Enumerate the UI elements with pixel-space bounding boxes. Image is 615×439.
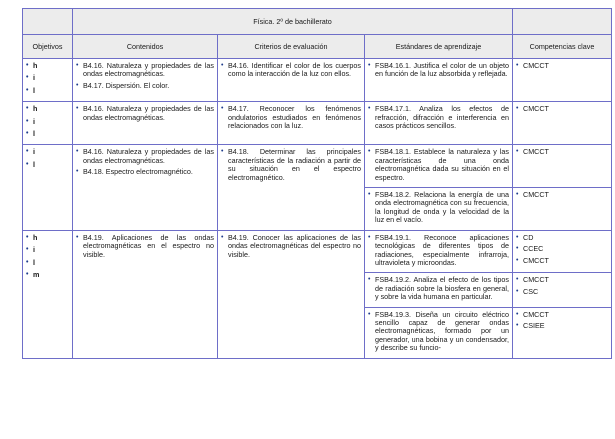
contenido-item-list [76, 62, 214, 90]
estandar-cell [365, 230, 513, 273]
contenidos-cell [73, 102, 218, 145]
criterio-item: • B4.17. Reconocer los fenómenos ondulatorios estudiados en fenómenos relacionados con la luz. [221, 105, 361, 130]
criterio-cell [218, 59, 365, 102]
competencia-item: • CSIEE [516, 322, 608, 330]
table-row [23, 102, 612, 145]
competencia-item: • CMCCT [516, 191, 608, 199]
curriculum-table [22, 8, 612, 359]
objetivo-item: • i [26, 74, 69, 82]
competencia-item-list [516, 234, 608, 265]
objetivo-item-list [26, 62, 69, 95]
table-row [23, 59, 612, 102]
criterio-item: • B4.19. Conocer las aplicaciones de las ondas electromagnéticas del espectro no visible. [221, 234, 361, 259]
header-objetivos: Objetivos [23, 35, 73, 59]
estandar-cell [365, 102, 513, 145]
title-blank-cell [23, 9, 73, 35]
competencia-item-list [516, 276, 608, 296]
estandar-list [368, 234, 509, 268]
objetivo-item: • l [26, 259, 69, 267]
estandar-cell [365, 59, 513, 102]
objetivos-cell [23, 102, 73, 145]
estandar-list [368, 62, 509, 79]
objetivo-item: • h [26, 62, 69, 70]
competencia-item: • CD [516, 234, 608, 242]
objetivo-item-list [26, 234, 69, 280]
contenido-item: • B4.17. Dispersión. El color. [76, 82, 214, 90]
contenido-item-list [76, 234, 214, 259]
competencia-item: • CMCCT [516, 257, 608, 265]
criterio-cell [218, 102, 365, 145]
objetivos-cell [23, 59, 73, 102]
contenido-item: • B4.16. Naturaleza y propiedades de las ondas electromagnéticas. [76, 62, 214, 79]
criterio-item-list [221, 62, 361, 79]
objetivos-cell [23, 230, 73, 358]
competencias-cell [513, 230, 612, 273]
contenidos-cell [73, 230, 218, 358]
competencia-item: • CMCCT [516, 311, 608, 319]
title-blank-cell [513, 9, 612, 35]
table-row [23, 145, 612, 188]
criterio-item: • B4.18. Determinar las principales características de la radiación a partir de su situación en el espectro electromagnético. [221, 148, 361, 182]
criterio-item: • B4.16. Identificar el color de los cuerpos como la interacción de la luz con ellos. [221, 62, 361, 79]
estandar-item: • FSB4.19.3. Diseña un circuito eléctrico sencillo capaz de generar ondas electromagnéticas, formado por un generador, una bobina y un condensador, y describe su funcio- [368, 311, 509, 353]
estandar-cell [365, 188, 513, 231]
table-row [23, 230, 612, 273]
contenido-item-list [76, 148, 214, 176]
contenidos-cell [73, 145, 218, 230]
estandar-cell [365, 307, 513, 358]
contenido-item: • B4.18. Espectro electromagnético. [76, 168, 214, 176]
competencia-item-list [516, 62, 608, 70]
estandar-list [368, 311, 509, 353]
competencia-item: • CCEC [516, 245, 608, 253]
estandar-list [368, 276, 509, 301]
objetivo-item: • l [26, 130, 69, 138]
objetivo-item: • i [26, 246, 69, 254]
estandar-cell [365, 273, 513, 307]
estandar-cell [365, 145, 513, 188]
table-title: Física. 2º de bachillerato [73, 9, 513, 35]
contenido-item: • B4.16. Naturaleza y propiedades de las ondas electromagnéticas. [76, 105, 214, 122]
header-contenidos: Contenidos [73, 35, 218, 59]
estandar-list [368, 105, 509, 130]
criterio-item-list [221, 105, 361, 130]
competencia-item: • CMCCT [516, 62, 608, 70]
objetivo-item-list [26, 105, 69, 138]
competencia-item: • CMCCT [516, 105, 608, 113]
objetivos-cell [23, 145, 73, 230]
criterio-cell [218, 145, 365, 230]
objetivo-item-list [26, 148, 69, 169]
competencias-cell [513, 273, 612, 307]
objetivo-item: • h [26, 234, 69, 242]
objetivo-item: • i [26, 118, 69, 126]
competencia-item: • CMCCT [516, 148, 608, 156]
objetivo-item: • i [26, 148, 69, 156]
competencias-cell [513, 145, 612, 188]
competencia-item-list [516, 105, 608, 113]
competencia-item-list [516, 311, 608, 331]
contenido-item: • B4.16. Naturaleza y propiedades de las ondas electromagnéticas. [76, 148, 214, 165]
criterio-item-list [221, 148, 361, 182]
competencia-item: • CMCCT [516, 276, 608, 284]
contenidos-cell [73, 59, 218, 102]
contenido-item: • B4.19. Aplicaciones de las ondas electromagnéticas en el espectro no visible. [76, 234, 214, 259]
estandar-item: • FSB4.17.1. Analiza los efectos de refracción, difracción e interferencia en casos prácticos sencillos. [368, 105, 509, 130]
criterio-cell [218, 230, 365, 358]
competencias-cell [513, 307, 612, 358]
estandar-item: • FSB4.18.1. Establece la naturaleza y las características de una onda electromagnética dada su situación en el espectro. [368, 148, 509, 182]
header-estandares: Estándares de aprendizaje [365, 35, 513, 59]
competencias-cell [513, 188, 612, 231]
objetivo-item: • m [26, 271, 69, 279]
header-criterios: Criterios de evaluación [218, 35, 365, 59]
criterio-item-list [221, 234, 361, 259]
estandar-item: • FSB4.16.1. Justifica el color de un objeto en función de la luz absorbida y reflejada. [368, 62, 509, 79]
contenido-item-list [76, 105, 214, 122]
estandar-list [368, 191, 509, 225]
estandar-item: • FSB4.19.1. Reconoce aplicaciones tecnológicas de diferentes tipos de radiaciones, especialmente infrarroja, ultravioleta y microondas. [368, 234, 509, 268]
competencia-item: • CSC [516, 288, 608, 296]
competencias-cell [513, 59, 612, 102]
objetivo-item: • h [26, 105, 69, 113]
objetivo-item: • l [26, 87, 69, 95]
estandar-item: • FSB4.18.2. Relaciona la energía de una onda electromagnética con su frecuencia, la longitud de onda y la velocidad de la luz en el vacío. [368, 191, 509, 225]
competencia-item-list [516, 148, 608, 156]
estandar-list [368, 148, 509, 182]
competencias-cell [513, 102, 612, 145]
competencia-item-list [516, 191, 608, 199]
objetivo-item: • l [26, 161, 69, 169]
header-competencias: Competencias clave [513, 35, 612, 59]
estandar-item: • FSB4.19.2. Analiza el efecto de los tipos de radiación sobre la biosfera en general, y sobre la vida humana en particular. [368, 276, 509, 301]
